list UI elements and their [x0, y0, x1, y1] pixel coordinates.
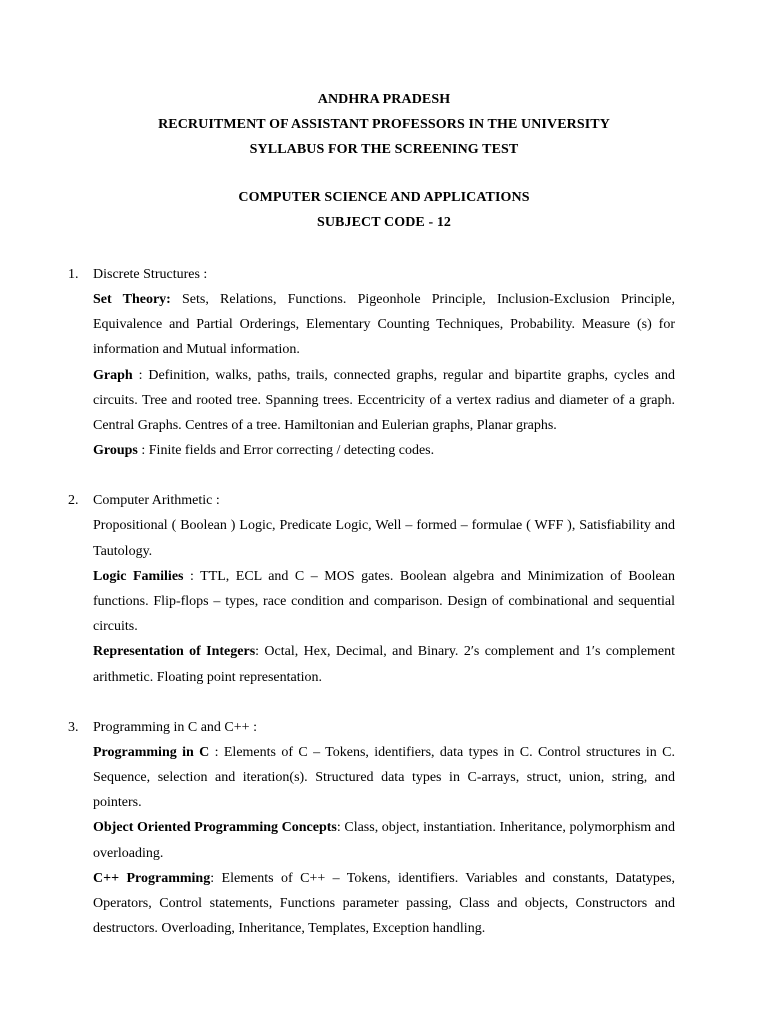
- topic-text: : Finite fields and Error correcting / detecting codes.: [137, 443, 435, 459]
- header-recruitment: RECRUITMENT OF ASSISTANT PROFESSORS IN THE UNIVERSITY: [158, 117, 610, 132]
- header-syllabus: SYLLABUS FOR THE SCREENING TEST: [249, 142, 519, 157]
- subject-title: COMPUTER SCIENCE AND APPLICATIONS: [238, 190, 530, 205]
- topic-text: : Definition, walks, paths, trails, connected graphs, regular and bipartite graphs, cycles and circuits. Tree and rooted tree. Spanning trees. Eccentricity of a vertex radius and diameter of a graph. Central Graphs. Centres of a tree. Hamiltonian and Eulerian graphs, Planar graphs.: [93, 367, 675, 434]
- header-state: ANDHRA PRADESH: [317, 92, 451, 107]
- section-number: 1.: [68, 267, 79, 282]
- subject-code: SUBJECT CODE - 12: [316, 215, 452, 230]
- paragraph-oop-concepts: [93, 815, 675, 865]
- paragraph-programming-in-c: [93, 740, 675, 816]
- topic-text: : Class, object, instantiation. Inheritance, polymorphism and overloading.: [93, 820, 675, 861]
- header-gap: [0, 162, 768, 185]
- topic-text: : Elements of C++ – Tokens, identifiers. Variables and constants, Datatypes, Operators, Control statements, Functions parameter passing, Class and objects, Constructors and destructors. Overloading, Inheritance, Templates, Exception handling.: [93, 870, 676, 937]
- paragraph-representation-of-integers: [93, 639, 675, 689]
- section-heading: [0, 715, 768, 740]
- topic-heading: Logic Families: [93, 568, 184, 584]
- section-title: Computer Arithmetic :: [93, 493, 220, 509]
- paragraph-logic-families: [93, 564, 675, 640]
- topic-text: Propositional ( Boolean ) Logic, Predicate Logic, Well – formed – formulae ( WFF ), Satisfiability and Tautology.: [93, 518, 675, 559]
- paragraph-cpp-programming: [93, 866, 675, 942]
- section-discrete-structures: [0, 262, 768, 463]
- paragraph-set-theory: [93, 287, 675, 363]
- document-header: [0, 87, 768, 235]
- topic-heading: Representation of Integers: [93, 644, 256, 660]
- paragraph-groups: [93, 438, 675, 463]
- section-programming-c-cpp: [0, 715, 768, 942]
- section-heading: [0, 262, 768, 287]
- topic-text: : Octal, Hex, Decimal, and Binary. 2′s complement and 1′s complement arithmetic. Floating point representation.: [93, 644, 675, 685]
- section-title: Discrete Structures :: [93, 267, 208, 282]
- section-number: 2.: [68, 493, 79, 509]
- topic-heading: Programming in C: [93, 744, 210, 760]
- section-computer-arithmetic: [0, 488, 768, 689]
- section-number: 3.: [68, 719, 79, 735]
- topic-heading: Groups: [93, 443, 138, 459]
- topic-text: : Elements of C – Tokens, identifiers, data types in C. Control structures in C. Sequence, selection and iteration(s). Structured data types in C-arrays, struct, union, string, and pointers.: [93, 744, 675, 811]
- topic-heading: C++ Programming: [93, 870, 211, 886]
- section-title: Programming in C and C++ :: [93, 719, 257, 735]
- topic-heading: Set Theory:: [93, 292, 171, 307]
- section-heading: [0, 488, 768, 513]
- paragraph-graph: [93, 363, 675, 439]
- topic-text: : TTL, ECL and C – MOS gates. Boolean algebra and Minimization of Boolean functions. Flip-flops – types, race condition and comparison. Design of combinational and sequential circuits.: [93, 568, 675, 635]
- syllabus-sections: [0, 262, 768, 941]
- topic-heading: Graph: [93, 367, 133, 383]
- paragraph-propositional-logic: [93, 513, 675, 563]
- topic-heading: Object Oriented Programming Concepts: [93, 820, 337, 836]
- topic-text: Sets, Relations, Functions. Pigeonhole Principle, Inclusion-Exclusion Principle, Equivalence and Partial Orderings, Elementary Counting Techniques, Probability. Measure (s) for information and Mutual information.: [93, 292, 675, 358]
